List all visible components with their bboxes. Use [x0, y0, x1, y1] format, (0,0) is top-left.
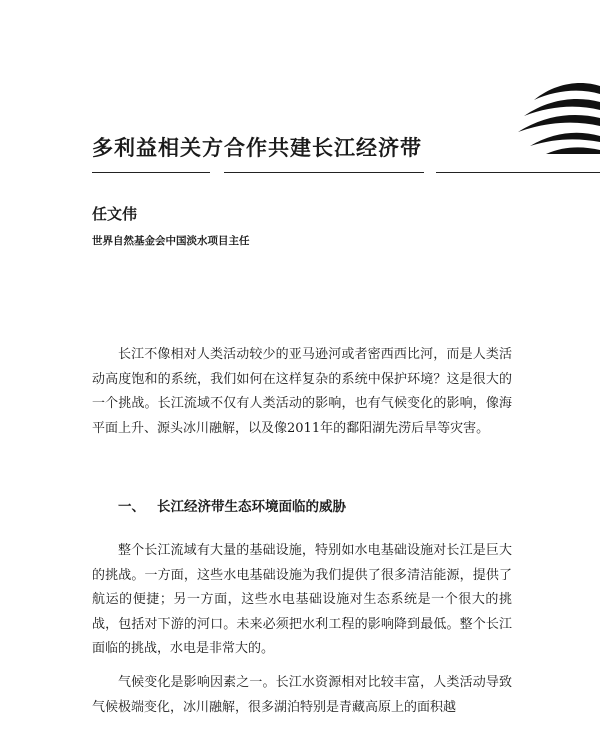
wave-logo-icon [516, 78, 600, 156]
author-affiliation: 世界自然基金会中国淡水项目主任 [92, 235, 250, 247]
title-divider [92, 172, 210, 173]
section-heading [118, 495, 346, 515]
body-paragraph: 整个长江流域有大量的基础设施，特别如水电基础设施对长江是巨大的挑战。一方面，这些水电基础设施为我们提供了很多清洁能源，提供了航运的便捷；另一方面，这些水电基础设施对生态系统是一个很大的挑战，包括对下游的河口。未来必须把水利工程的影响降到最低。整个长江面临的挑战，水电是非常大的。 [92, 543, 512, 656]
body-paragraph: 气候变化是影响因素之一。长江水资源相对比较丰富，人类活动导致气候极端变化，冰川融解，很多湖泊特别是青藏高原上的面积越 [92, 675, 512, 715]
author-name: 任文伟 [92, 205, 138, 223]
section-number: 一、 [118, 499, 145, 515]
article-title: 多利益相关方合作共建长江经济带 [92, 135, 422, 160]
title-divider [436, 172, 600, 173]
body-paragraph: 长江不像相对人类活动较少的亚马逊河或者密西西比河，而是人类活动高度饱和的系统，我们如何在这样复杂的系统中保护环境？这是很大的一个挑战。长江流域不仅有人类活动的影响，也有气候变化的影响，像海平面上升、源头冰川融解，以及像2011年的鄱阳湖先涝后旱等灾害。 [92, 347, 512, 436]
title-divider [224, 172, 424, 173]
section-title: 长江经济带生态环境面临的威胁 [157, 499, 346, 515]
